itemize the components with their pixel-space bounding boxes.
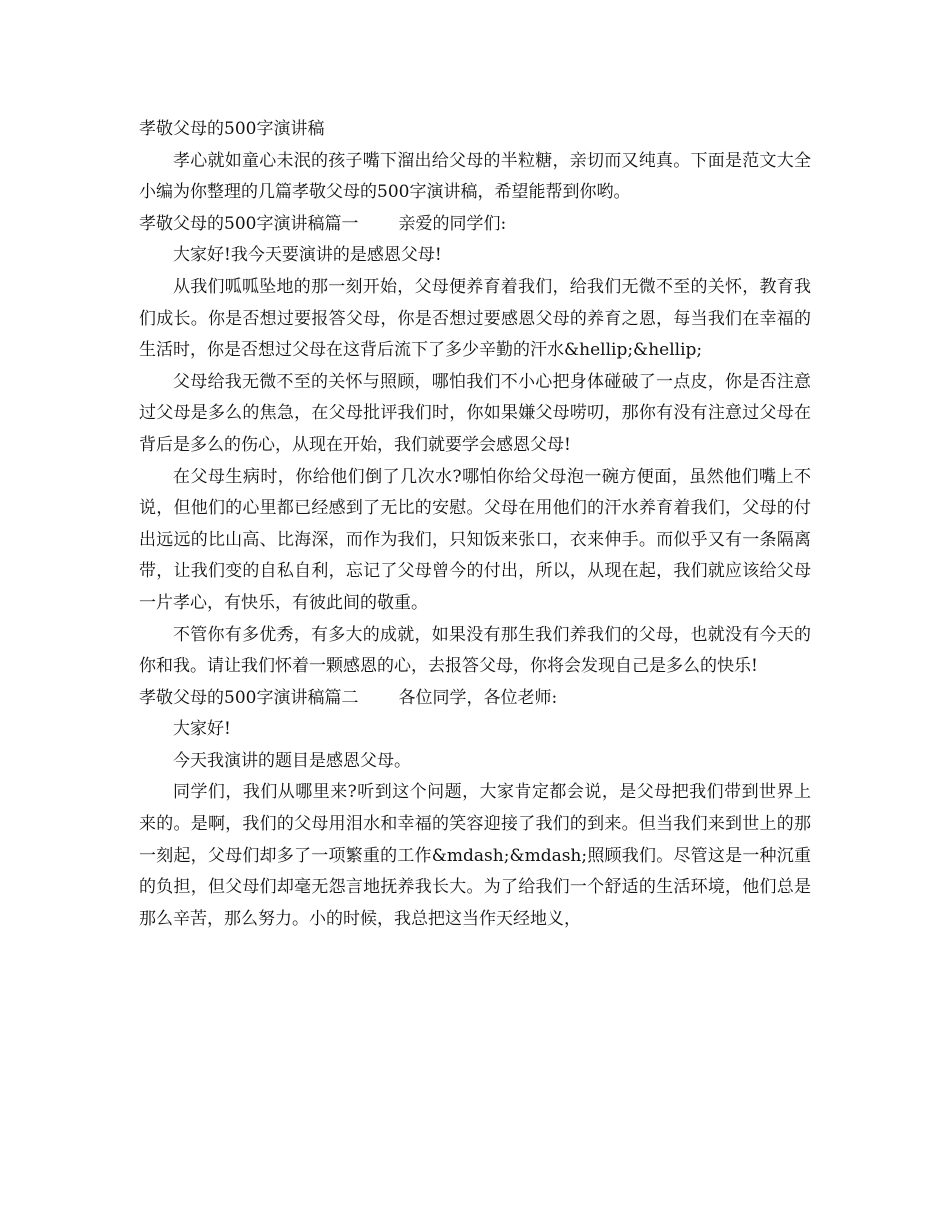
section-heading — [139, 683, 811, 715]
paragraph: 从我们呱呱坠地的那一刻开始，父母便养育着我们，给我们无微不至的关怀，教育我们成长。你是否想过要报答父母，你是否想过要感恩父母的养育之恩，每当我们在幸福的生活时，你是否想过父母在这背后流下了多少辛勤的汗水&hellip;&hellip; — [139, 276, 811, 361]
paragraph: 父母给我无微不至的关怀与照顾，哪怕我们不小心把身体碰破了一点皮，你是否注意过父母是多么的焦急，在父母批评我们时，你如果嫌父母唠叨，那你有没有注意过父母在背后是多么的伤心，从现在开始，我们就要学会感恩父母! — [139, 371, 811, 455]
section-title: 孝敬父母的500字演讲稿篇一 — [139, 213, 359, 234]
intro-paragraph: 孝心就如童心未泯的孩子嘴下溜出给父母的半粒糖，亲切而又纯真。下面是范文大全小编为你整理的几篇孝敬父母的500字演讲稿，希望能帮到你哟。 — [139, 150, 811, 203]
paragraph: 不管你有多优秀，有多大的成就，如果没有那生我们养我们的父母，也就没有今天的你和我。请让我们怀着一颗感恩的心，去报答父母，你将会发现自己是多么的快乐! — [139, 624, 811, 677]
section-title: 孝敬父母的500字演讲稿篇二 — [139, 687, 359, 708]
paragraph: 今天我演讲的题目是感恩父母。 — [173, 750, 411, 771]
paragraph: 同学们，我们从哪里来?听到这个问题，大家肯定都会说，是父母把我们带到世界上来的。是啊，我们的父母用泪水和幸福的笑容迎接了我们的到来。但当我们来到世上的那一刻起，父母们却多了一项繁重的工作&mdash;&mdash;照顾我们。尽管这是一种沉重的负担，但父母们却毫无怨言地抚养我长大。为了给我们一个舒适的生活环境，他们总是那么辛苦，那么努力。小的时候，我总把这当作天经地义， — [139, 782, 811, 929]
document-body — [139, 114, 811, 935]
salutation: 各位同学，各位老师: — [398, 687, 558, 708]
paragraph: 大家好! — [173, 719, 231, 740]
salutation: 亲爱的同学们: — [398, 213, 507, 234]
document-title: 孝敬父母的500字演讲稿 — [139, 119, 325, 139]
section-heading — [139, 209, 811, 241]
paragraph: 在父母生病时，你给他们倒了几次水?哪怕你给父母泡一碗方便面，虽然他们嘴上不说，但他们的心里都已经感到了无比的安慰。父母在用他们的汗水养育着我们，父母的付出远远的比山高、比海深，而作为我们，只知饭来张口，衣来伸手。而似乎又有一条隔离带，让我们变的自私自利，忘记了父母曾今的付出，所以，从现在起，我们就应该给父母一片孝心，有快乐，有彼此间的敬重。 — [139, 466, 811, 613]
paragraph: 大家好!我今天要演讲的是感恩父母! — [173, 245, 442, 266]
